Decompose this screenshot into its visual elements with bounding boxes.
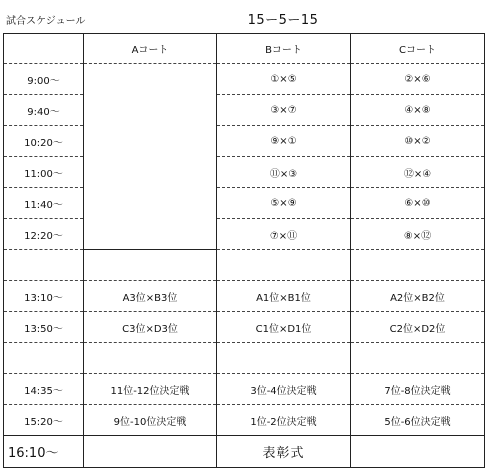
match-cell: ⑦×⑪ xyxy=(217,219,351,250)
match-cell: ⑩×② xyxy=(351,126,485,157)
blank-cell xyxy=(351,436,485,468)
match-cell: 3位-4位決定戦 xyxy=(217,374,351,405)
time-cell: 10:20〜 xyxy=(4,126,84,157)
header-cell-court-a: Aコート xyxy=(84,34,217,64)
match-cell: ④×⑧ xyxy=(351,95,485,126)
time-cell: 14:35〜 xyxy=(4,374,84,405)
table-row xyxy=(4,219,485,250)
blank-cell xyxy=(84,250,217,281)
blank-cell xyxy=(217,343,351,374)
match-cell: ⑤×⑨ xyxy=(217,188,351,219)
table-row xyxy=(4,95,485,126)
court-a-empty-block xyxy=(84,64,217,250)
match-cell: C3位×D3位 xyxy=(84,312,217,343)
header-row xyxy=(4,34,485,64)
match-cell: A2位×B2位 xyxy=(351,281,485,312)
blank-cell xyxy=(351,250,485,281)
schedule-date: 15ー5ー15 xyxy=(247,13,319,28)
blank-cell xyxy=(351,343,485,374)
table-row xyxy=(4,188,485,219)
match-cell: ③×⑦ xyxy=(217,95,351,126)
blank-cell xyxy=(217,250,351,281)
table-row xyxy=(4,157,485,188)
match-cell: A1位×B1位 xyxy=(217,281,351,312)
header-cell-court-c: Cコート xyxy=(351,34,485,64)
match-cell: 5位-6位決定戦 xyxy=(351,405,485,436)
time-cell: 11:00〜 xyxy=(4,157,84,188)
final-row xyxy=(4,436,485,468)
schedule-table xyxy=(3,33,485,468)
time-cell: 13:10〜 xyxy=(4,281,84,312)
table-row xyxy=(4,64,485,95)
time-cell: 12:20〜 xyxy=(4,219,84,250)
match-cell: ⑨×① xyxy=(217,126,351,157)
blank-cell xyxy=(4,250,84,281)
match-cell: 1位-2位決定戦 xyxy=(217,405,351,436)
match-cell: A3位×B3位 xyxy=(84,281,217,312)
blank-cell xyxy=(84,343,217,374)
time-cell: 15:20〜 xyxy=(4,405,84,436)
match-cell: 11位-12位決定戦 xyxy=(84,374,217,405)
blank-cell xyxy=(84,436,217,468)
schedule-title: 試合スケジュール xyxy=(6,16,86,27)
match-cell: ①×⑤ xyxy=(217,64,351,95)
table-row xyxy=(4,405,485,436)
header-cell-time xyxy=(4,34,84,64)
time-cell: 13:50〜 xyxy=(4,312,84,343)
match-cell: ⑪×③ xyxy=(217,157,351,188)
blank-cell xyxy=(4,343,84,374)
time-cell: 9:00〜 xyxy=(4,64,84,95)
match-cell: C2位×D2位 xyxy=(351,312,485,343)
match-cell: ⑫×④ xyxy=(351,157,485,188)
match-cell: ⑥×⑩ xyxy=(351,188,485,219)
ceremony-cell: 表彰式 xyxy=(217,436,351,468)
blank-row xyxy=(4,250,485,281)
table-row xyxy=(4,312,485,343)
match-cell: C1位×D1位 xyxy=(217,312,351,343)
time-cell: 11:40〜 xyxy=(4,188,84,219)
time-cell: 9:40〜 xyxy=(4,95,84,126)
match-cell: 7位-8位決定戦 xyxy=(351,374,485,405)
blank-row xyxy=(4,343,485,374)
table-row xyxy=(4,281,485,312)
match-cell: ②×⑥ xyxy=(351,64,485,95)
title-row xyxy=(0,0,488,33)
header-cell-court-b: Bコート xyxy=(217,34,351,64)
table-row xyxy=(4,374,485,405)
table-row xyxy=(4,126,485,157)
time-cell: 16:10〜 xyxy=(4,436,84,468)
match-cell: ⑧×⑫ xyxy=(351,219,485,250)
match-cell: 9位-10位決定戦 xyxy=(84,405,217,436)
